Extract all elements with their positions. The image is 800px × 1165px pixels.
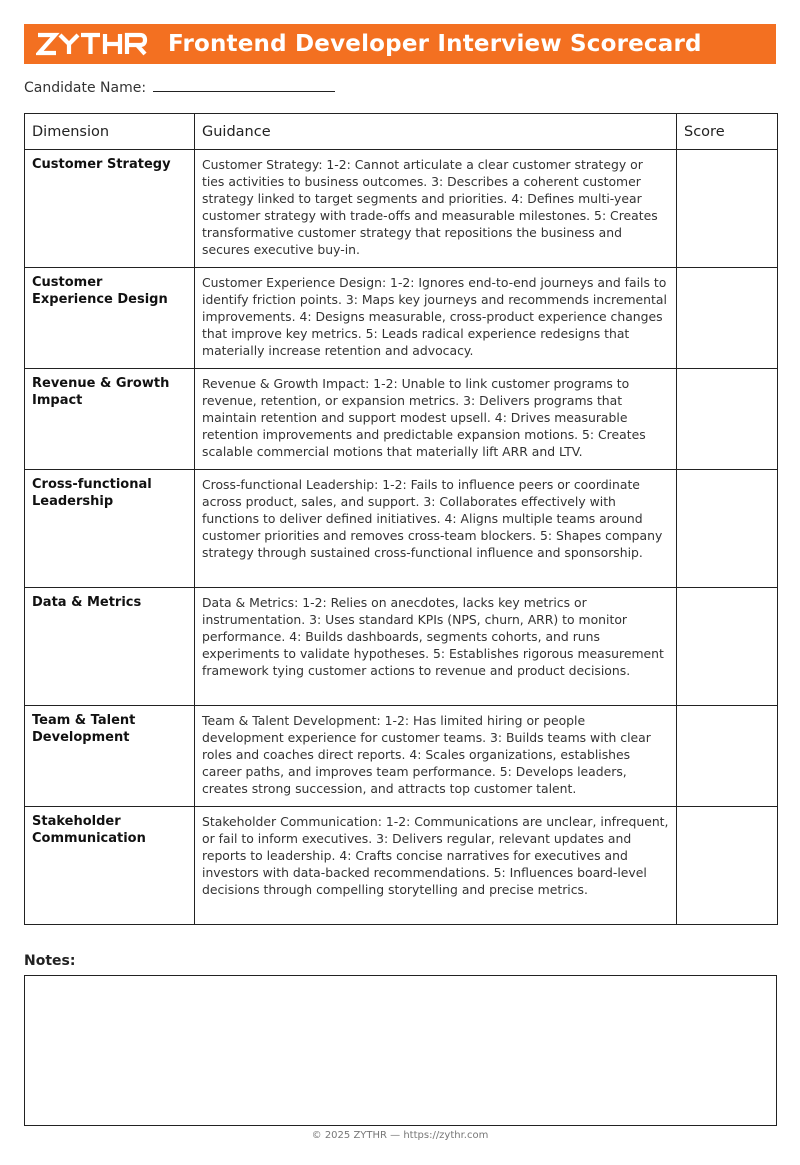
column-header-guidance: Guidance xyxy=(195,114,677,150)
score-cell[interactable] xyxy=(677,588,778,706)
notes-field[interactable] xyxy=(24,975,777,1126)
dimension-cell: Cross-functional Leadership xyxy=(25,470,195,588)
candidate-name-label: Candidate Name: xyxy=(24,80,147,96)
dimension-cell: Team & Talent Development xyxy=(25,706,195,807)
table-row xyxy=(25,588,778,706)
table-row xyxy=(25,369,778,470)
score-cell[interactable] xyxy=(677,706,778,807)
candidate-name-row xyxy=(24,77,335,96)
page-title: Frontend Developer Interview Scorecard xyxy=(168,31,702,57)
guidance-cell: Cross-functional Leadership: 1-2: Fails to influence peers or coordinate across product, sales, and support. 3: Collaborates effectively with functions to deliver defined initiatives. 4: Aligns multiple teams around customer priorities and removes cross-team blockers. 5: Shapes company strategy through sustained cross-functional influence and sponsorship. xyxy=(195,470,677,588)
guidance-cell: Customer Experience Design: 1-2: Ignores end-to-end journeys and fails to identify friction points. 3: Maps key journeys and recommends incremental improvements. 4: Designs measurable, cross-product experience changes that improve key metrics. 5: Leads radical experience redesigns that materially increase retention and advocacy. xyxy=(195,268,677,369)
notes-label: Notes: xyxy=(24,953,76,969)
guidance-cell: Data & Metrics: 1-2: Relies on anecdotes, lacks key metrics or instrumentation. 3: Uses standard KPIs (NPS, churn, ARR) to monitor performance. 4: Builds dashboards, segments cohorts, and runs experiments to validate hypotheses. 5: Establishes rigorous measurement framework tying customer actions to revenue and product decisions. xyxy=(195,588,677,706)
column-header-dimension: Dimension xyxy=(25,114,195,150)
table-row xyxy=(25,807,778,925)
score-cell[interactable] xyxy=(677,807,778,925)
dimension-cell: Data & Metrics xyxy=(25,588,195,706)
dimension-cell: Revenue & Growth Impact xyxy=(25,369,195,470)
table-header-row xyxy=(25,114,778,150)
table-row xyxy=(25,150,778,268)
guidance-cell: Revenue & Growth Impact: 1-2: Unable to link customer programs to revenue, retention, or expansion metrics. 3: Delivers programs that maintain retention and support modest upsell. 4: Drives measurable retention improvements and predictable expansion motions. 5: Creates scalable commercial motions that materially lift ARR and LTV. xyxy=(195,369,677,470)
column-header-score: Score xyxy=(677,114,778,150)
header-banner xyxy=(24,24,776,64)
score-cell[interactable] xyxy=(677,369,778,470)
scorecard-table xyxy=(24,113,778,925)
table-row xyxy=(25,268,778,369)
score-cell[interactable] xyxy=(677,268,778,369)
guidance-cell: Stakeholder Communication: 1-2: Communications are unclear, infrequent, or fail to inform executives. 3: Delivers regular, relevant updates and reports to leadership. 4: Crafts concise narratives for executives and investors with data-backed recommendations. 5: Influences board-level decisions through compelling storytelling and precise metrics. xyxy=(195,807,677,925)
guidance-cell: Customer Strategy: 1-2: Cannot articulate a clear customer strategy or ties activities to business outcomes. 3: Describes a coherent customer strategy linked to target segments and priorities. 4: Defines multi-year customer strategy with trade-offs and measurable milestones. 5: Creates transformative customer strategy that repositions the business and secures executive buy-in. xyxy=(195,150,677,268)
candidate-name-field[interactable] xyxy=(153,77,335,92)
score-cell[interactable] xyxy=(677,150,778,268)
table-row xyxy=(25,706,778,807)
dimension-cell: Customer Experience Design xyxy=(25,268,195,369)
footer-text: © 2025 ZYTHR — https://zythr.com xyxy=(311,1130,489,1141)
dimension-cell: Stakeholder Communication xyxy=(25,807,195,925)
guidance-cell: Team & Talent Development: 1-2: Has limited hiring or people development experience for customer teams. 3: Builds teams with clear roles and coaches direct reports. 4: Scales organizations, establishes career paths, and improves team performance. 5: Develops leaders, creates strong succession, and attracts top customer talent. xyxy=(195,706,677,807)
table-row xyxy=(25,470,778,588)
dimension-cell: Customer Strategy xyxy=(25,150,195,268)
zythr-logo xyxy=(36,32,148,56)
score-cell[interactable] xyxy=(677,470,778,588)
